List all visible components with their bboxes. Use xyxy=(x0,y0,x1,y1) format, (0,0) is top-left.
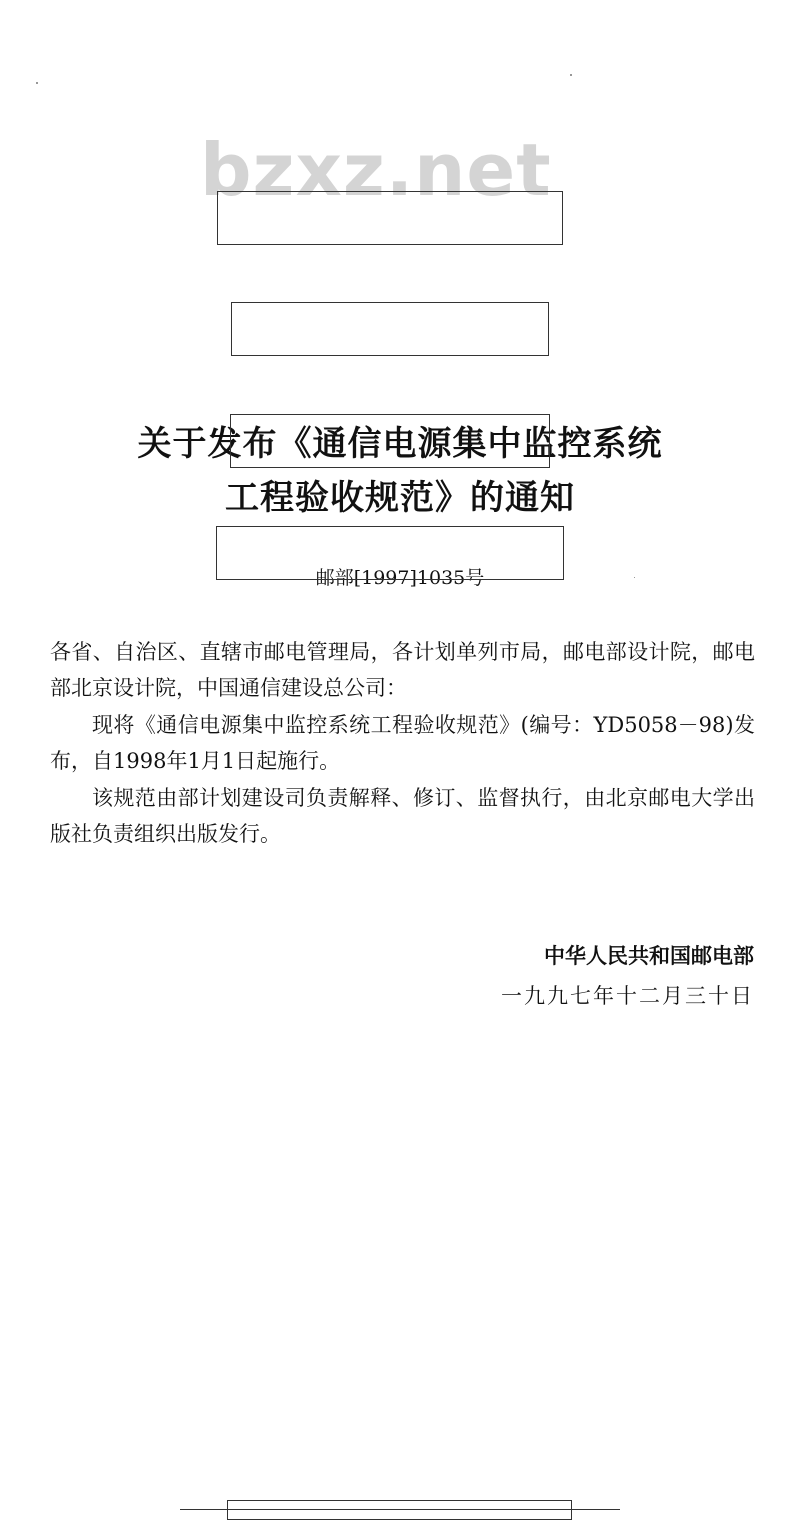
redaction-box xyxy=(231,302,549,356)
watermark-text: bzxz.net xyxy=(200,128,552,212)
body-paragraph-2: 该规范由部计划建设司负责解释、修订、监督执行，由北京邮电大学出版社负责组织出版发行。 xyxy=(50,786,755,846)
redaction-box xyxy=(217,191,563,245)
document-number: 邮部[1997]1035号 xyxy=(315,567,485,589)
scan-speck xyxy=(570,74,572,76)
notice-body xyxy=(50,634,755,853)
salutation: 各省、自治区、直辖市邮电管理局，各计划单列市局，邮电部设计院，邮电部北京设计院，中国通信建设总公司： xyxy=(50,640,755,700)
footer-box xyxy=(227,1500,572,1520)
issue-date: 一九九七年十二月三十日 xyxy=(501,984,754,1008)
notice-title-line-2: 工程验收规范》的通知 xyxy=(225,478,575,518)
notice-title-line-1: 关于发布《通信电源集中监控系统 xyxy=(137,424,663,464)
issuer-name: 中华人民共和国邮电部 xyxy=(544,944,754,968)
scan-speck xyxy=(36,82,38,84)
redaction-box xyxy=(230,414,550,468)
signature-block xyxy=(501,938,754,1014)
redaction-box xyxy=(216,526,564,580)
body-paragraph-1: 现将《通信电源集中监控系统工程验收规范》(编号：YD5058－98)发布，自1998年1月1日起施行。 xyxy=(50,713,755,773)
